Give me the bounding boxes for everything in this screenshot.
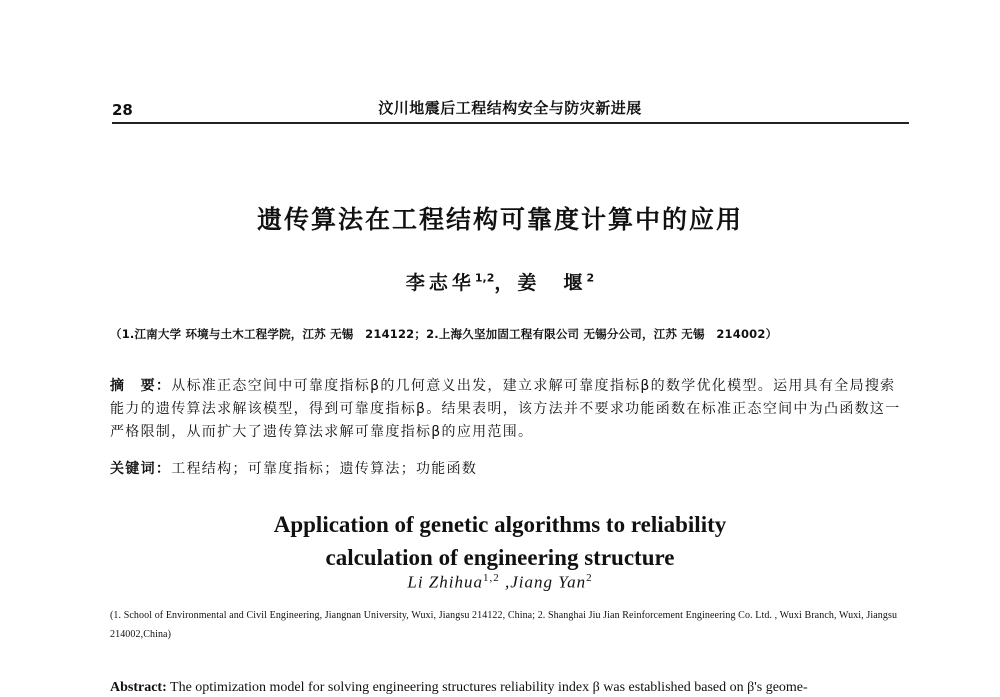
author-1-affiliation-mark: 1,2 <box>474 271 495 285</box>
abstract-chinese <box>110 375 910 444</box>
affiliations-chinese: （1.江南大学 环境与土木工程学院，江苏 无锡 214122；2.上海久坚加固工程有限公司 无锡分公司，江苏 无锡 214002） <box>110 327 778 341</box>
keywords-text-chinese: 工程结构；可靠度指标；遗传算法；功能函数 <box>171 461 478 477</box>
abstract-text-english: The optimization model for solving engineering structures reliability index β was established based on β's geome- <box>170 680 808 695</box>
author-2-name: 姜 堰 <box>517 272 587 294</box>
page-number: 28 <box>112 101 133 119</box>
paper-title-english <box>0 508 1000 574</box>
author-1-name-english: Li Zhihua <box>407 572 483 592</box>
keywords-label-chinese: 关键词： <box>110 461 172 477</box>
abstract-label-english: Abstract: <box>110 680 167 695</box>
author-2-name-english: Jiang Yan <box>510 572 587 592</box>
author-separator: ， <box>494 272 518 294</box>
abstract-english <box>110 680 920 696</box>
keywords-chinese <box>110 458 910 481</box>
running-header: 汶川地震后工程结构安全与防灾新进展 <box>378 99 642 117</box>
title-english-line-1: Application of genetic algorithms to reliability <box>273 512 727 537</box>
authors-chinese <box>0 268 1000 295</box>
paper-title-chinese: 遗传算法在工程结构可靠度计算中的应用 <box>256 205 743 234</box>
author-2-affiliation-mark-english: 2 <box>586 572 593 584</box>
abstract-label-chinese: 摘 要： <box>110 378 172 394</box>
title-english-line-2: calculation of engineering structure <box>325 545 675 570</box>
abstract-text-chinese: 从标准正态空间中可靠度指标β的几何意义出发，建立求解可靠度指标β的数学优化模型。运用具有全局搜索能力的遗传算法求解该模型，得到可靠度指标β。结果表明，该方法并不要求功能函数在标准正态空间中为凸函数这一严格限制，从而扩大了遗传算法求解可靠度指标β的应用范围。 <box>110 378 901 440</box>
authors-english <box>0 572 1000 593</box>
author-1-name: 李志华 <box>405 272 475 294</box>
author-2-affiliation-mark: 2 <box>586 271 595 285</box>
header-divider <box>112 122 909 124</box>
author-1-affiliation-mark-english: 1,2 <box>482 572 500 584</box>
affiliations-english: (1. School of Environmental and Civil Engineering, Jiangnan University, Wuxi, Jiangsu 214122, China; 2. Shanghai Jiu Jian Reinforcement Engineering Co. Ltd. , Wuxi Branch, Wuxi, Jiangsu 214002,China) <box>110 610 898 640</box>
author-separator-english: , <box>499 572 511 592</box>
